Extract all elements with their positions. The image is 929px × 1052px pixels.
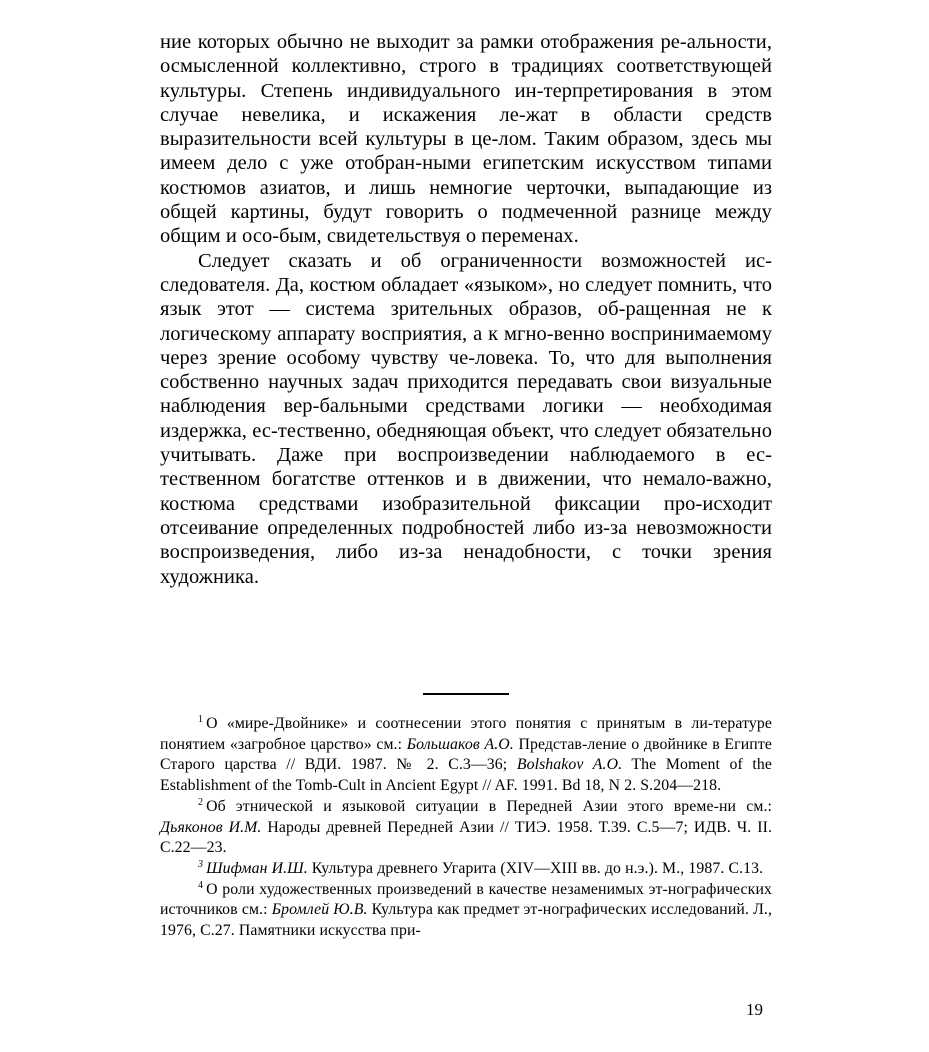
paragraph-2: Следует сказать и об ограниченности возможностей ис-следователя. Да, костюм обладает «языком», но следует помнить, что язык этот — система зрительных образов, об-ращенная не к логическому аппарату восприятия, а к мгно-венно воспринимаемому через зрение особому чувству че-ловека. То, что для выполнения собственно научных задач приходится передавать свои визуальные наблюдения вер-бальными средствами логики — необходимая издержка, ес-тественно, обедняющая объект, что следует обязательно учитывать. Даже при воспроизведении наблюдаемого в ес-тественном богатстве оттенков и в движении, что немало-важно, костюма средствами изобразительной фиксации про-исходит отсеивание определенных подробностей либо из-за невозможности воспроизведения, либо из-за ненадобности, с точки зрения художника.: [160, 249, 772, 588]
footnote-author: Бромлей Ю.В.: [271, 901, 368, 919]
footnote-1: [160, 714, 772, 797]
main-text-block: [160, 30, 772, 589]
footnote-text: О «мире-Двойнике» и соотнесении этого понятия с принятым в ли-тературе понятием «загробное царство» см.:: [160, 715, 772, 753]
footnote-4: [160, 880, 772, 942]
footnote-3: [160, 859, 772, 880]
footnote-2: [160, 797, 772, 859]
page-number: 19: [746, 1000, 763, 1019]
footnote-author: Bolshakov A.O.: [516, 756, 623, 774]
footnote-marker: 1: [198, 714, 204, 725]
footnote-text: О роли художественных произведений в качестве незаменимых эт-нографических источников см.:: [160, 880, 772, 919]
footnote-marker: 4: [198, 879, 204, 891]
body-text: [160, 30, 772, 589]
footnote-text: The Moment of the Establishment of the Tomb-Cult in Ancient Egypt // AF. 1991. Bd 18, N 2. S.204—218.: [160, 756, 773, 795]
paragraph-1: ние которых обычно не выходит за рамки отображения ре-альности, осмысленной коллективно, строго в традициях соответствующей культуры. Степень индивидуального ин-терпретирования в этом случае невелика, и искажения ле-жат в области средств выразительности всей культуры в це-лом. Таким образом, здесь мы имеем дело с уже отобран-ными египетским искусством типами костюмов азиатов, и лишь немногие черточки, выпадающие из общей картины, будут говорить о подмеченной разнице между общим и осо-бым, свидетельствуя о переменах.: [160, 31, 772, 248]
footnote-text: Культура как предмет эт-нографических исследований. Л., 1976, С.27. Памятники искусства при-: [160, 901, 773, 940]
footnote-author: Большаков А.О.: [406, 735, 514, 753]
footnote-marker: 2: [198, 796, 204, 808]
footnotes-block: [160, 714, 772, 942]
footnote-text: Культура древнего Угарита (XIV—XIII вв. до н.э.). М., 1987. С.13.: [307, 859, 764, 877]
footnote-divider: [423, 693, 509, 695]
footnote-text: Народы древней Передней Азии // ТИЭ. 1958. Т.39. С.5—7; ИДВ. Ч. II. С.22—23.: [160, 818, 773, 857]
footnote-marker: 3: [198, 858, 204, 870]
footnote-text: Представ-ление о двойнике в Египте Старого царства // ВДИ. 1987. № 2. С.3—36;: [160, 735, 772, 774]
footnote-author: Шифман И.Ш.: [206, 859, 308, 877]
footnote-text: Об этнической и языковой ситуации в Передней Азии этого време-ни см.:: [206, 797, 772, 815]
footnote-author: Дьяконов И.М.: [160, 818, 262, 836]
